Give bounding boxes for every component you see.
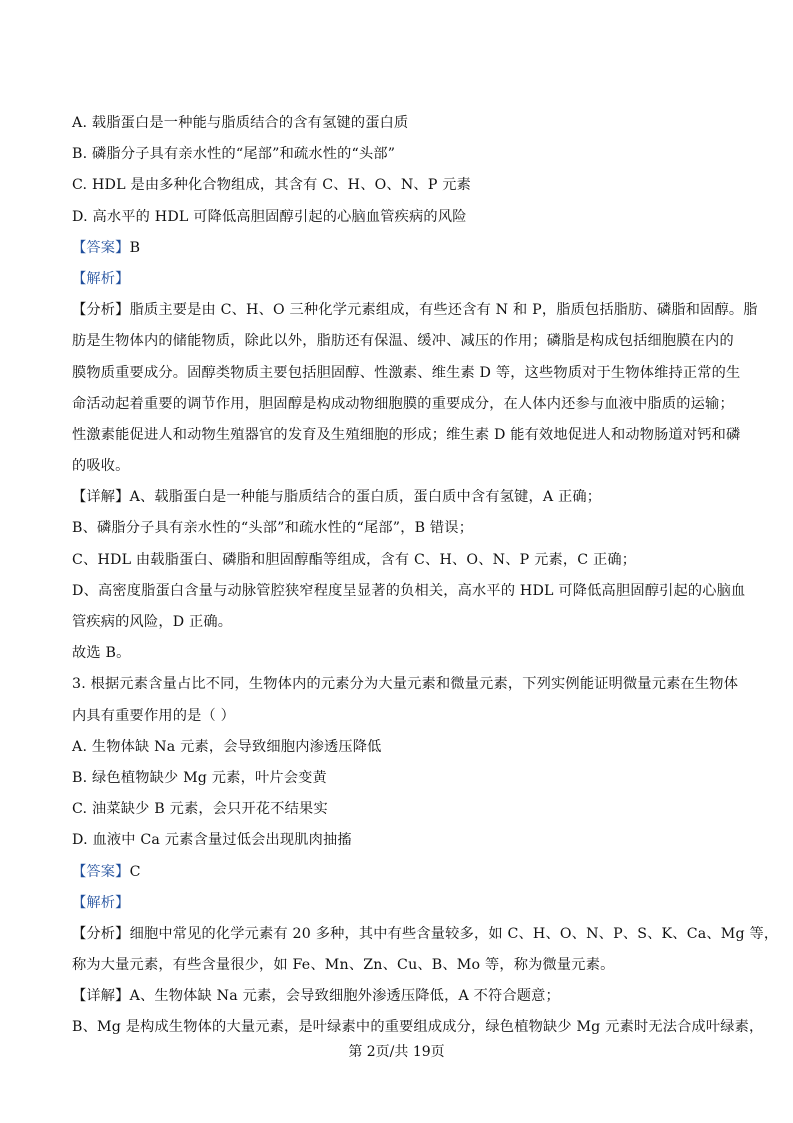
q3-option-c: C. 油菜缺少 B 元素，会只开花不结果实	[72, 801, 328, 818]
analysis-tag: 【解析】	[72, 270, 130, 287]
q3-option-a: A. 生物体缺 Na 元素，会导致细胞内渗透压降低	[72, 738, 382, 755]
page-footer: 第 2页/共 19页	[348, 1044, 445, 1060]
xiangjie-text: A、生物体缺 Na 元素，会导致细胞外渗透压降低，A 不符合题意；	[129, 988, 560, 1005]
q3-stem-line-2: 内具有重要作用的是（ ）	[72, 707, 235, 724]
q2-xiangjie-line-2: B、磷脂分子具有亲水性的“头部”和疏水性的“尾部”，B 错误；	[72, 520, 474, 537]
q2-xiangjie-line-4: D、高密度脂蛋白含量与动脉管腔狭窄程度呈显著的负相关，高水平的 HDL 可降低高胆固醇引起的心脑血	[72, 582, 746, 599]
xiangjie-tag: 【详解】	[72, 988, 130, 1005]
xiangjie-tag: 【详解】	[72, 489, 130, 506]
q3-fenxi-line-1	[72, 919, 779, 950]
q2-fenxi-line-1	[72, 295, 758, 326]
q2-fenxi-line-6: 的吸收。	[72, 458, 130, 475]
fenxi-text: 细胞中常见的化学元素有 20 多种，其中有些含量较多，如 C、H、O、N、P、S、K、Ca、Mg 等，	[129, 925, 779, 942]
page-content	[72, 108, 779, 1044]
q2-fenxi-line-5: 性激素能促进人和动物生殖器官的发育及生殖细胞的形成；维生素 D 能有效地促进人和动物肠道对钙和磷	[72, 426, 741, 443]
q3-fenxi-line-2: 称为大量元素，有些含量很少，如 Fe、Mn、Zn、Cu、B、Mo 等，称为微量元素。	[72, 957, 615, 974]
fenxi-tag: 【分析】	[72, 925, 130, 942]
answer-tag: 【答案】	[72, 863, 130, 880]
analysis-tag: 【解析】	[72, 894, 130, 911]
q3-stem-line-1: 3. 根据元素含量占比不同，生物体内的元素分为大量元素和微量元素，下列实例能证明微量元素在生物体	[72, 676, 739, 693]
q2-xiangjie-line-3: C、HDL 由载脂蛋白、磷脂和胆固醇酯等组成，含有 C、H、O、N、P 元素，C 正确；	[72, 551, 637, 568]
fenxi-tag: 【分析】	[72, 302, 130, 319]
q2-analysis-heading	[72, 264, 724, 295]
q3-option-d: D. 血液中 Ca 元素含量过低会出现肌肉抽搐	[72, 832, 352, 849]
q3-xiangjie-line-1	[72, 981, 724, 1012]
q2-fenxi-line-3: 膜物质重要成分。固醇类物质主要包括胆固醇、性激素、维生素 D 等，这些物质对于生物体维持正常的生	[72, 364, 741, 381]
q2-conclusion: 故选 B。	[72, 645, 131, 662]
q2-fenxi-line-4: 命活动起着重要的调节作用，胆固醇是构成动物细胞膜的重要成分，在人体内还参与血液中脂质的运输；	[72, 395, 734, 412]
q3-xiangjie-line-2: B、Mg 是构成生物体的大量元素，是叶绿素中的重要组成成分，绿色植物缺少 Mg 元素时无法合成叶绿素，	[72, 1019, 764, 1036]
q2-xiangjie-line-5: 管疾病的风险，D 正确。	[72, 614, 233, 630]
q2-answer	[72, 233, 724, 264]
answer-value: B	[129, 239, 141, 256]
q3-option-b: B. 绿色植物缺少 Mg 元素，叶片会变黄	[72, 769, 327, 786]
q2-option-c: C. HDL 是由多种化合物组成，其含有 C、H、O、N、P 元素	[72, 177, 472, 194]
answer-tag: 【答案】	[72, 239, 130, 256]
q3-answer	[72, 857, 724, 888]
q2-fenxi-line-2: 肪是生物体内的储能物质，除此以外，脂肪还有保温、缓冲、减压的作用；磷脂是构成包括细胞膜在内的	[72, 333, 734, 350]
xiangjie-text: A、载脂蛋白是一种能与脂质结合的蛋白质，蛋白质中含有氢键，A 正确；	[129, 489, 602, 506]
answer-value: C	[129, 863, 141, 880]
q3-analysis-heading	[72, 888, 724, 919]
q2-option-a: A. 载脂蛋白是一种能与脂质结合的含有氢键的蛋白质	[72, 115, 409, 131]
q2-xiangjie-line-1	[72, 482, 724, 513]
fenxi-text: 脂质主要是由 C、H、O 三种化学元素组成，有些还含有 N 和 P，脂质包括脂肪、磷脂和固醇。脂	[129, 302, 758, 319]
q2-option-d: D. 高水平的 HDL 可降低高胆固醇引起的心脑血管疾病的风险	[72, 208, 467, 225]
q2-option-b: B. 磷脂分子具有亲水性的“尾部”和疏水性的“头部”	[72, 146, 396, 163]
